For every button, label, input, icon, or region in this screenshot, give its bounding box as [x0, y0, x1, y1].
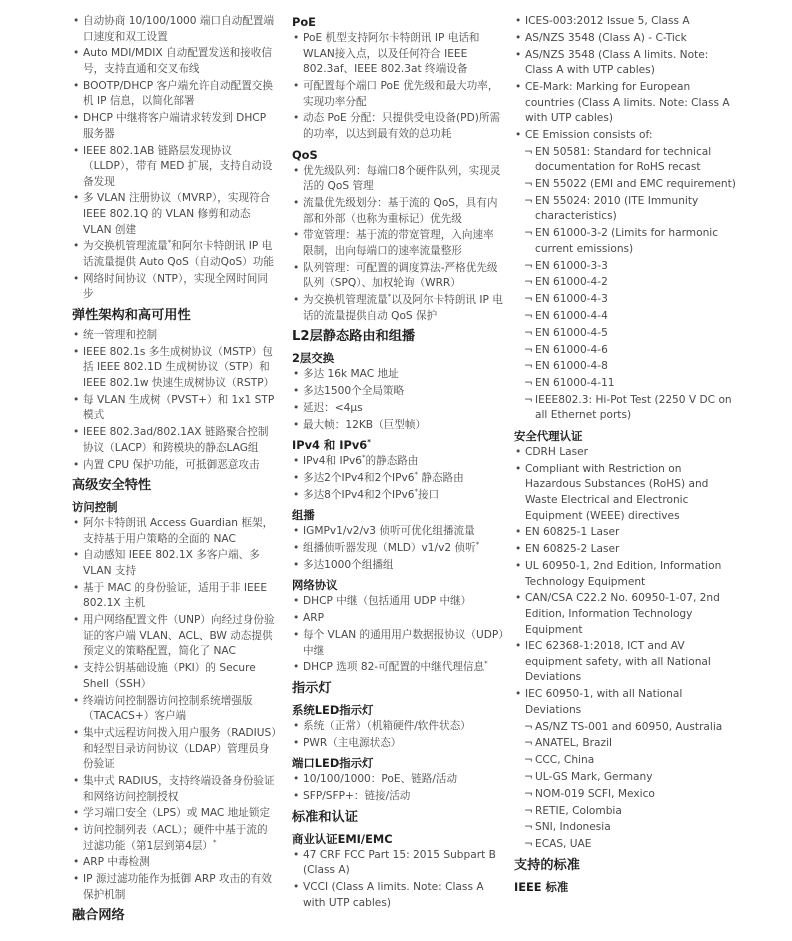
sub-list-item: ¬ EN 61000-4-5: [514, 326, 736, 342]
heading-converged-network: 融合网络: [72, 908, 125, 924]
list-item: • DHCP 中继将客户端请求转发到 DHCP 服务器: [72, 111, 278, 142]
sub-list-item: ¬ EN 61000-4-6: [514, 343, 736, 359]
list-item: • DHCP 中继（包括通用 UDP 中继）: [292, 594, 504, 610]
sub-list-item: ¬ RETIE, Colombia: [514, 804, 736, 820]
heading-port-led: 端口LED指示灯: [292, 756, 374, 771]
list-item: • 基于 MAC 的身份验证，适用于非 IEEE 802.1X 主机: [72, 581, 278, 612]
sub-list-item: ¬ AS/NZ TS-001 and 60950, Australia: [514, 720, 736, 736]
sub-list-ce-emission: [514, 145, 736, 424]
list-item: • 动态 PoE 分配：只提供受电设备(PD)所需的功率，以达到最有效的总功耗: [292, 111, 504, 142]
sub-list-item: ¬ EN 61000-3-3: [514, 259, 736, 275]
list-item: • CAN/CSA C22.2 No. 60950-1-07, 2nd Edition, Information Technology Equipment: [514, 591, 736, 638]
heading-emi-emc: 商业认证EMI/EMC: [292, 831, 393, 846]
heading-l2-routing: L2层静态路由和组播: [292, 329, 416, 345]
list-item: • SFP/SFP+：链接/活动: [292, 789, 504, 805]
list-item: • 统一管理和控制: [72, 328, 278, 344]
list-item: • 多达1000个组播组: [292, 558, 504, 574]
list-item: • Compliant with Restriction on Hazardous Substances (RoHS) and Waste Electrical and Electronic Equipment (WEEE) directives: [514, 462, 736, 524]
feature-list-resilience: [72, 328, 278, 473]
sub-list-item: ¬ EN 61000-3-2 (Limits for harmonic current emissions): [514, 226, 736, 257]
heading-access-control: 访问控制: [72, 500, 118, 515]
list-item: • 流量优先级划分：基于流的 QoS，具有内部和外部（也称为重标记）优先级: [292, 196, 504, 227]
list-item: • PWR（主电源状态）: [292, 736, 504, 752]
heading-safety: 安全代理认证: [514, 429, 583, 444]
list-item: • 多达1500个全局策略: [292, 384, 504, 400]
heading-indicators: 指示灯: [292, 681, 332, 696]
list-item: • 集中式 RADIUS，支持终端设备身份验证和网络访问控制授权: [72, 774, 278, 805]
sub-list-item: ¬ EN 61000-4-8: [514, 359, 736, 375]
list-item: • IEEE 802.3ad/802.1AX 链路聚合控制协议（LACP）和跨模块的静态LAG组: [72, 425, 278, 456]
list-item: • 多达 16k MAC 地址: [292, 367, 504, 383]
list-item: • Auto MDI/MDIX 自动配置发送和接收信号，支持直通和交叉布线: [72, 46, 278, 77]
sub-list-item: ¬ EN 55022 (EMI and EMC requirement): [514, 177, 736, 193]
list-item: • ARP: [292, 611, 504, 627]
feature-list-qos: [292, 164, 504, 325]
feature-list-access-control: [72, 516, 278, 903]
heading-supported-standards: 支持的标准: [514, 857, 580, 873]
list-item: • AS/NZS 3548 (Class A) - C-Tick: [514, 31, 736, 47]
heading-standards: 标准和认证: [292, 809, 358, 825]
feature-list-emi-continued: [514, 14, 736, 144]
list-item: • 可配置每个端口 PoE 优先级和最大功率，实现功率分配: [292, 79, 504, 110]
list-item: • CE Emission consists of:: [514, 128, 736, 144]
heading-system-led: 系统LED指示灯: [292, 703, 374, 717]
list-item: • 用户网络配置文件（UNP）向经过身份验证的客户端 VLAN、ACL、BW 动态提供预定义的策略配置，简化了 NAC: [72, 613, 278, 660]
sub-list-item: ¬ NOM-019 SCFI, Mexico: [514, 787, 736, 803]
sub-list-item: ¬ EN 61000-4-11: [514, 376, 736, 392]
feature-list-system-led: [292, 719, 504, 751]
sub-list-item: ¬ EN 61000-4-4: [514, 309, 736, 325]
list-item: • AS/NZS 3548 (Class A limits. Note: Class A with UTP cables): [514, 48, 736, 79]
list-item: • 多 VLAN 注册协议（MVRP），实现符合IEEE 802.1Q 的 VLAN 修剪和动态 VLAN 创建: [72, 191, 278, 238]
feature-list-ipv: [292, 454, 504, 503]
list-item: • ARP 中毒检测: [72, 855, 278, 871]
list-item: • 阿尔卡特朗讯 Access Guardian 框架，支持基于用户策略的全面的 NAC: [72, 516, 278, 547]
list-item: • 47 CRF FCC Part 15: 2015 Subpart B (Class A): [292, 848, 504, 879]
list-item: • 每个 VLAN 的通用用户数据报协议（UDP）中继: [292, 628, 504, 659]
list-item: • 终端访问控制器访问控制系统增强版（TACACS+）客户端: [72, 694, 278, 725]
list-item: • 组播侦听器发现（MLD）v1/v2 侦听*: [292, 541, 504, 557]
list-item: • 队列管理：可配置的调度算法-严格优先级队列（SPQ）、加权轮询（WRR）: [292, 261, 504, 292]
list-item: • 最大帧：12KB（巨型帧）: [292, 418, 504, 434]
list-item: • 系统（正常）（机箱硬件/软件状态）: [292, 719, 504, 735]
list-item: • 网络时间协议（NTP），实现全网时间同步: [72, 272, 278, 303]
list-item: • 学习端口安全（LPS）或 MAC 地址锁定: [72, 806, 278, 822]
column-3: [514, 14, 736, 896]
heading-ipv4-ipv6: IPv4 和 IPv6*: [292, 438, 371, 453]
sub-list-item: ¬ CCC, China: [514, 753, 736, 769]
list-item: • IEC 62368-1:2018, ICT and AV equipment safety, with all National Deviations: [514, 639, 736, 686]
list-item: • 自动协商 10/100/1000 端口自动配置端口速度和双工设置: [72, 14, 278, 45]
list-item: • IPv4和 IPv6*的静态路由: [292, 454, 504, 470]
feature-list-port-led: [292, 772, 504, 804]
list-item: • EN 60825-2 Laser: [514, 542, 736, 558]
list-item: • 访问控制列表（ACL）；硬件中基于流的过滤功能（第1层到第4层）*: [72, 823, 278, 854]
list-item: • 支持公钥基础设施（PKI）的 Secure Shell（SSH）: [72, 661, 278, 692]
list-item: • IEC 60950-1, with all National Deviations: [514, 687, 736, 718]
list-item: • 多达2个IPv4和2个IPv6* 静态路由: [292, 471, 504, 487]
feature-list-safety: [514, 445, 736, 718]
sub-list-item: ¬ EN 50581: Standard for technical documentation for RoHS recast: [514, 145, 736, 176]
list-item: • IEEE 802.1AB 链路层发现协议（LLDP），带有 MED 扩展，支持自动设备发现: [72, 144, 278, 191]
list-item: • IP 源过滤功能作为抵御 ARP 攻击的有效保护机制: [72, 872, 278, 903]
heading-advanced-security: 高级安全特性: [72, 478, 152, 494]
list-item: • 延迟：<4μs: [292, 401, 504, 417]
list-item: • CE-Mark: Marking for European countries (Class A limits. Note: Class A with UTP cables): [514, 80, 736, 127]
sub-list-item: ¬ ANATEL, Brazil: [514, 736, 736, 752]
list-item: • UL 60950-1, 2nd Edition, Information Technology Equipment: [514, 559, 736, 590]
sub-list-item: ¬ EN 61000-4-3: [514, 292, 736, 308]
heading-multicast: 组播: [292, 508, 315, 523]
list-item: • 集中式远程访问拨入用户服务（RADIUS）和轻型目录访问协议（LDAP）管理员身份验证: [72, 726, 278, 773]
feature-list-l2: [292, 367, 504, 433]
heading-poe: PoE: [292, 15, 316, 29]
feature-list-emi: [292, 848, 504, 912]
list-item: • 多达8个IPv4和2个IPv6*接口: [292, 488, 504, 504]
sub-list-item: ¬ IEEE802.3: Hi-Pot Test (2250 V DC on all Ethernet ports): [514, 393, 736, 424]
list-item: • 10/100/1000：PoE、链路/活动: [292, 772, 504, 788]
feature-list-poe: [292, 31, 504, 143]
list-item: • EN 60825-1 Laser: [514, 525, 736, 541]
list-item: • DHCP 选项 82-可配置的中继代理信息*: [292, 660, 504, 676]
list-item: • CDRH Laser: [514, 445, 736, 461]
list-item: • IGMPv1/v2/v3 侦听可优化组播流量: [292, 524, 504, 540]
list-item: • IEEE 802.1s 多生成树协议（MSTP）包括 IEEE 802.1D 生成树协议（STP）和 IEEE 802.1w 快速生成树协议（RSTP）: [72, 345, 278, 392]
list-item: • VCCI (Class A limits. Note: Class A with UTP cables): [292, 880, 504, 911]
list-item: • 每 VLAN 生成树（PVST+）和 1x1 STP 模式: [72, 393, 278, 424]
feature-list-network-protocols: [292, 594, 504, 676]
sub-list-item: ¬ ECAS, UAE: [514, 837, 736, 853]
list-item: • 为交换机管理流量*和阿尔卡特朗讯 IP 电话流量提供 Auto QoS（自动QoS）功能: [72, 239, 278, 270]
list-item: • BOOTP/DHCP 客户端允许自动配置交换机 IP 信息，以简化部署: [72, 79, 278, 110]
list-item: • PoE 机型支持阿尔卡特朗讯 IP 电话和WLAN接入点，以及任何符合 IEEE 802.3af、IEEE 802.3at 终端设备: [292, 31, 504, 78]
column-2: [292, 14, 504, 913]
sub-list-item: ¬ EN 61000-4-2: [514, 275, 736, 291]
list-item: • 带宽管理：基于流的带宽管理，入向速率限制，出向每端口的速率流量整形: [292, 228, 504, 259]
feature-list-multicast: [292, 524, 504, 573]
sub-list-item: ¬ SNI, Indonesia: [514, 820, 736, 836]
list-item: • 为交换机管理流量*以及阿尔卡特朗讯 IP 电话的流量提供自动 QoS 保护: [292, 293, 504, 324]
heading-l2-switching: 2层交换: [292, 351, 335, 366]
heading-resilience: 弹性架构和高可用性: [72, 308, 191, 323]
list-item: • 内置 CPU 保护功能，可抵御恶意攻击: [72, 458, 278, 474]
list-item: • 优先级队列：每端口8个硬件队列，实现灵活的 QoS 管理: [292, 164, 504, 195]
sub-list-item: ¬ EN 55024: 2010 (ITE Immunity characteristics): [514, 194, 736, 225]
list-item: • ICES-003:2012 Issue 5, Class A: [514, 14, 736, 30]
heading-qos: QoS: [292, 147, 318, 162]
column-1: [72, 14, 278, 928]
feature-list-auto: [72, 14, 278, 303]
heading-network-protocols: 网络协议: [292, 578, 338, 593]
heading-ieee-standards: IEEE 标准: [514, 879, 569, 894]
list-item: • 自动感知 IEEE 802.1X 多客户端、多VLAN 支持: [72, 548, 278, 579]
sub-list-national-deviations: [514, 720, 736, 853]
sub-list-item: ¬ UL-GS Mark, Germany: [514, 770, 736, 786]
